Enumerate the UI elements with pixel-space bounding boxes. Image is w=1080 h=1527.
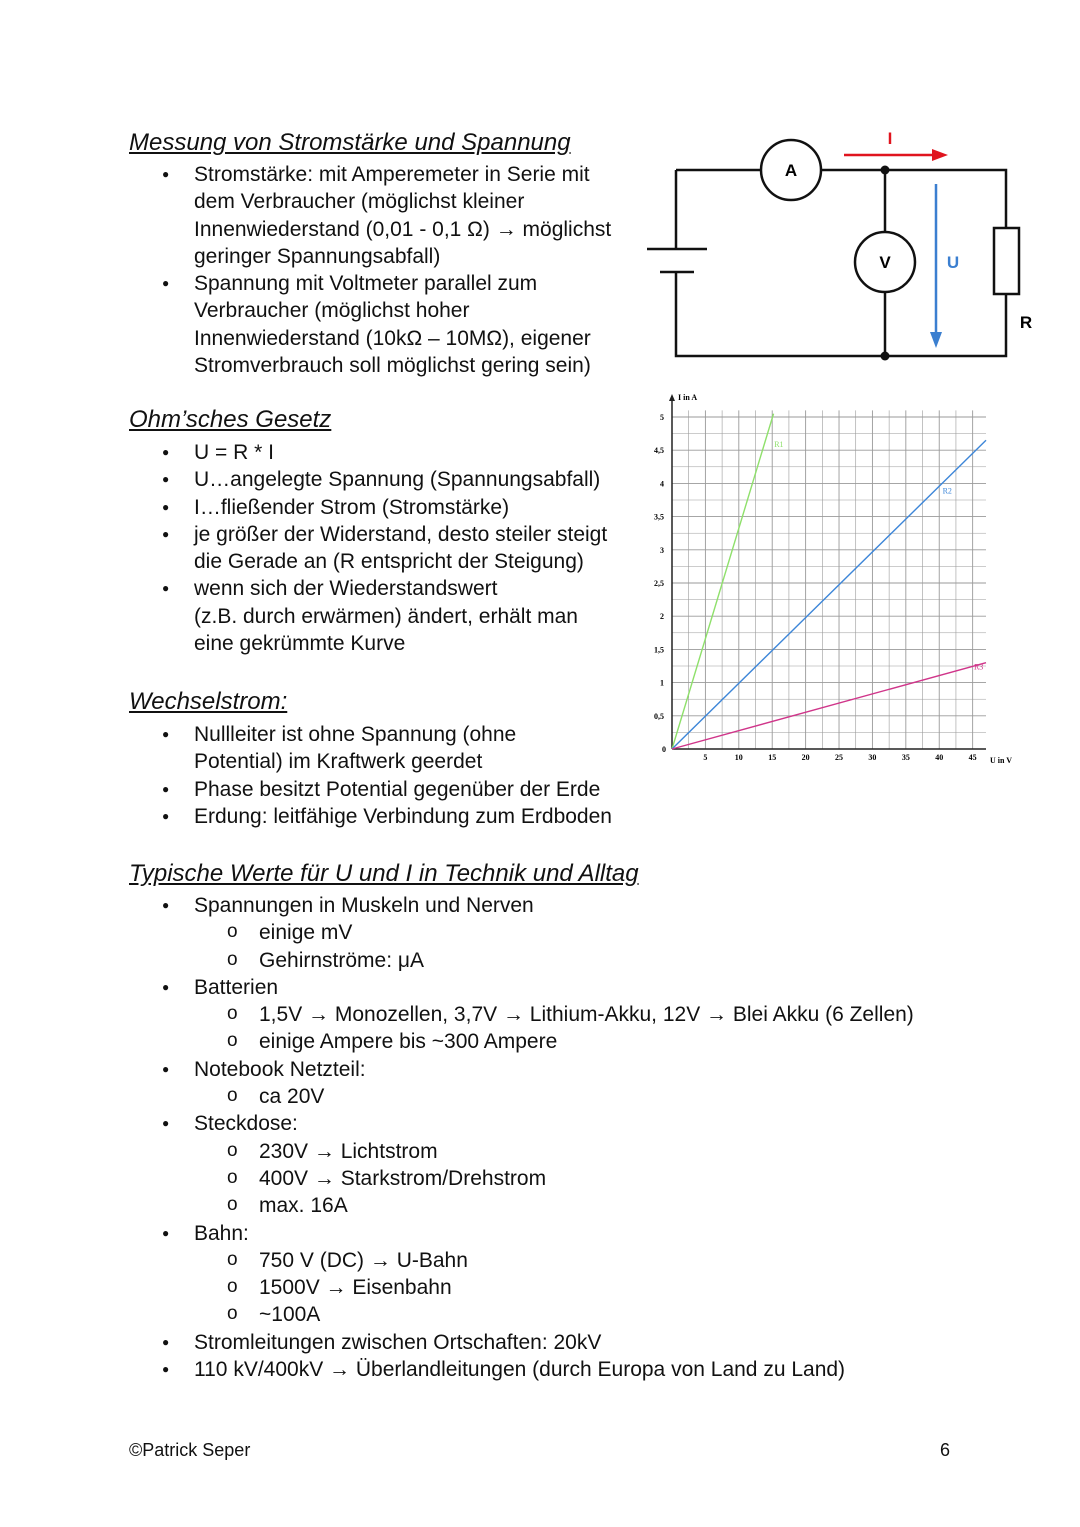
heading-messung: Messung von Stromstärke und Spannung xyxy=(129,129,571,156)
heading-wechselstrom: Wechselstrom: xyxy=(129,688,288,715)
line: ● Erdung: leitfähige Verbindung zum Erdboden xyxy=(194,804,612,828)
list-item xyxy=(0,270,611,379)
list-messung xyxy=(0,161,611,379)
list-item xyxy=(0,803,612,830)
circuit-diagram xyxy=(640,120,1060,370)
line: ● I…fließender Strom (Stromstärke) xyxy=(194,495,510,519)
y-tick-label: 4,5 xyxy=(654,446,664,456)
sub-list-item: o 1,5V → Monozellen, 3,7V → Lithium-Akku, 12V → Blei Akku (6 Zellen) xyxy=(0,1001,914,1028)
line: ● U…angelegte Spannung (Spannungsabfall) xyxy=(194,468,601,492)
resistor-icon xyxy=(994,228,1019,294)
list-item xyxy=(0,439,607,466)
line: Verbraucher (möglichst hoher xyxy=(194,299,470,323)
x-axis-label: U in V xyxy=(990,756,1013,765)
list-item xyxy=(0,776,612,803)
y-tick-label: 1 xyxy=(660,678,664,688)
voltmeter-icon xyxy=(855,232,915,292)
x-tick-label: 40 xyxy=(935,753,944,762)
sub-list-item: o Gehirnströme: μA xyxy=(0,947,914,974)
line: Potential) im Kraftwerk geerdet xyxy=(194,750,483,774)
series-label: R2 xyxy=(942,486,952,496)
voltage-arrow-icon xyxy=(930,184,942,348)
line: ● U = R * I xyxy=(194,441,274,464)
y-tick-label: 0 xyxy=(662,745,666,754)
ammeter-label: A xyxy=(784,161,798,180)
sub-list-item: o 230V → Lichtstrom xyxy=(0,1138,914,1165)
list-item: ● 110 kV/400kV → Überlandleitungen (durch Europa von Land zu Land) xyxy=(0,1356,914,1383)
copyright: ©Patrick Seper xyxy=(129,1440,251,1460)
list-item: ● Stromleitungen zwischen Ortschaften: 20kV xyxy=(0,1329,914,1356)
list-item: ● Batterien xyxy=(0,974,914,1001)
y-axis-arrow-icon xyxy=(669,394,675,401)
line: dem Verbraucher (möglichst kleiner xyxy=(194,190,525,214)
series-label: R1 xyxy=(774,439,784,449)
list-item: ● Steckdose: xyxy=(0,1110,914,1137)
page-number: 6 xyxy=(940,1440,951,1460)
line: ● Phase besitzt Potential gegenüber der Erde xyxy=(194,777,601,801)
battery-icon xyxy=(647,240,707,272)
line: ● Stromstärke: mit Amperemeter in Serie mit xyxy=(194,163,590,186)
x-tick-label: 15 xyxy=(768,753,777,762)
ammeter-icon xyxy=(761,140,821,200)
voltage-label: U xyxy=(946,253,960,272)
list-item: ● Spannungen in Muskeln und Nerven xyxy=(0,892,914,919)
resistor-label: R xyxy=(1019,313,1033,332)
y-tick-label: 2,5 xyxy=(654,579,664,588)
junction-dot xyxy=(881,352,890,361)
sub-list-item: o 1500V → Eisenbahn xyxy=(0,1274,914,1301)
junction-dot xyxy=(881,166,890,175)
x-tick-label: 5 xyxy=(703,753,708,762)
line: ● je größer der Widerstand, desto steiler steigt xyxy=(194,522,608,546)
voltmeter-label: V xyxy=(879,253,891,272)
y-tick-label: 0,5 xyxy=(654,711,664,721)
list-item xyxy=(0,466,607,493)
list-wechselstrom xyxy=(0,721,612,830)
list-item: ● Notebook Netzteil: xyxy=(0,1056,914,1083)
list-item xyxy=(0,521,607,576)
line: eine gekrümmte Kurve xyxy=(194,632,406,656)
current-arrow-icon xyxy=(844,149,948,161)
list-item: ● Bahn: xyxy=(0,1220,914,1247)
y-tick-label: 3 xyxy=(660,545,664,555)
x-tick-label: 45 xyxy=(968,753,977,762)
line: (z.B. durch erwärmen) ändert, erhält man xyxy=(194,604,578,628)
line: ● Nullleiter ist ohne Spannung (ohne xyxy=(194,723,517,746)
list-item xyxy=(0,721,612,776)
list-typische-werte xyxy=(0,892,914,1383)
x-tick-label: 20 xyxy=(801,753,810,762)
line: Stromverbrauch soll möglichst gering sein) xyxy=(194,354,591,378)
sub-list-item: o 400V → Starkstrom/Drehstrom xyxy=(0,1165,914,1192)
ohm-chart xyxy=(640,385,1040,775)
line: ● wenn sich der Wiederstandswert xyxy=(194,577,498,601)
list-item xyxy=(0,575,607,657)
line: geringer Spannungsabfall) xyxy=(194,244,441,268)
sub-list-item: o einige mV xyxy=(0,919,914,946)
x-tick-label: 35 xyxy=(901,753,910,762)
sub-list-item: o max. 16A xyxy=(0,1192,914,1219)
current-label: I xyxy=(887,129,893,148)
sub-list-item: o ca 20V xyxy=(0,1083,914,1110)
line: Innenwiederstand (0,01 - 0,1 Ω) → möglichst xyxy=(194,217,612,241)
y-tick-label: 1,5 xyxy=(654,645,664,655)
series-label: R3 xyxy=(973,662,984,672)
line: Innenwiederstand (10kΩ – 10MΩ), eigener xyxy=(194,326,591,350)
x-tick-label: 30 xyxy=(868,753,877,762)
wire xyxy=(822,170,1006,228)
x-tick-label: 25 xyxy=(835,753,844,762)
list-item xyxy=(0,161,611,270)
sub-list-item: o ~100A xyxy=(0,1301,914,1328)
heading-typische-werte: Typische Werte für U und I in Technik und Alltag xyxy=(129,860,639,887)
y-tick-label: 3,5 xyxy=(654,512,664,522)
line: ● Spannung mit Voltmeter parallel zum xyxy=(194,272,538,296)
y-tick-label: 2 xyxy=(660,612,664,622)
sub-list-item: o einige Ampere bis ~300 Ampere xyxy=(0,1028,914,1055)
y-tick-label: 5 xyxy=(660,413,664,422)
y-axis-label: I in A xyxy=(678,393,698,402)
line: die Gerade an (R entspricht der Steigung) xyxy=(194,550,584,574)
sub-list-item: o 750 V (DC) → U-Bahn xyxy=(0,1247,914,1274)
heading-ohm: Ohm’sches Gesetz xyxy=(129,406,332,433)
y-tick-label: 4 xyxy=(660,479,664,489)
list-item xyxy=(0,494,607,521)
list-ohm xyxy=(0,439,607,657)
x-tick-label: 10 xyxy=(734,753,743,762)
wire xyxy=(676,272,1006,356)
